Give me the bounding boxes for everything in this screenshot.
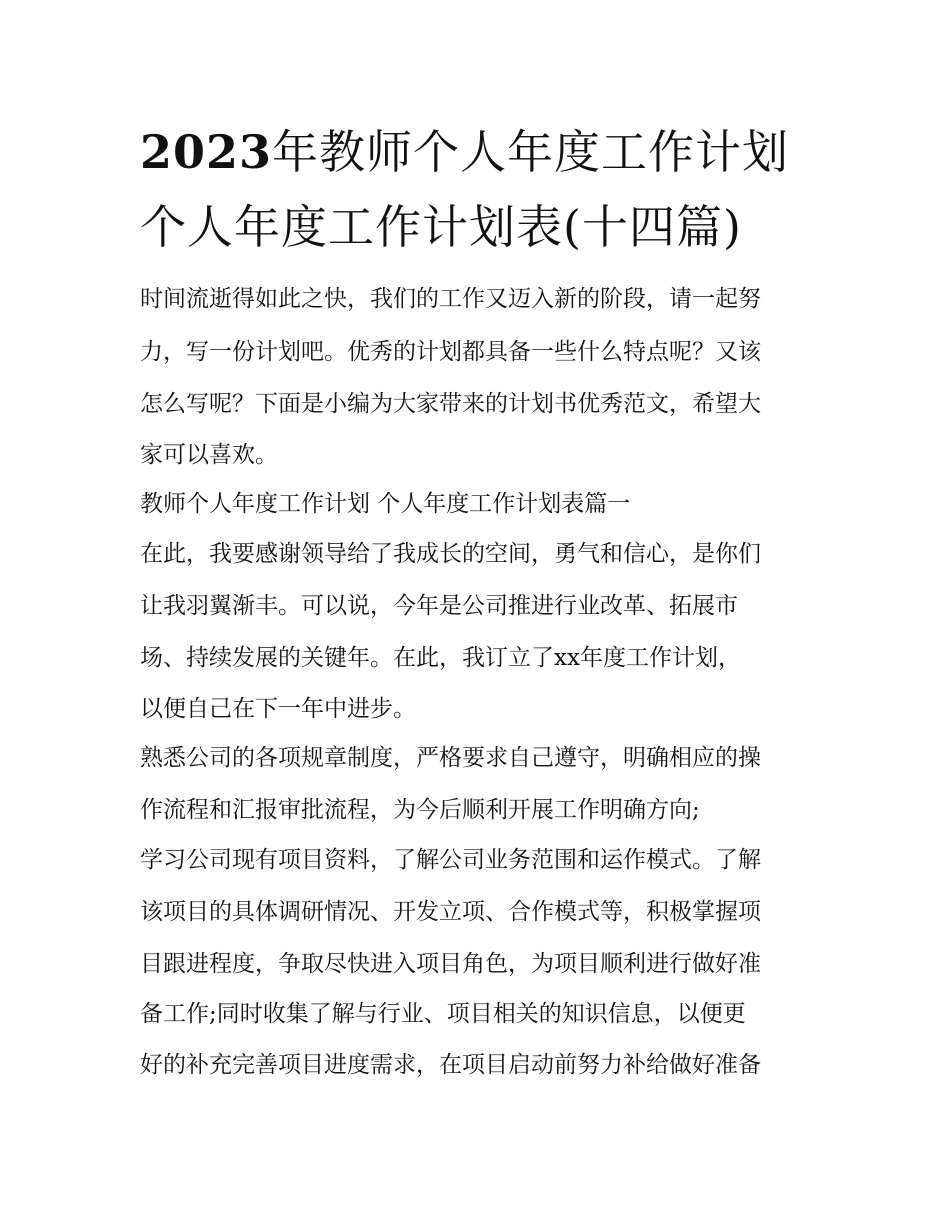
body-line: 作流程和汇报审批流程，为今后顺利开展工作明确方向; [140,797,700,823]
body-line: 学习公司现有项目资料，了解公司业务范围和运作模式。了解 [140,847,761,873]
body-line: 时间流逝得如此之快，我们的工作又迈入新的阶段，请一起努 [140,286,761,312]
title-year: 2023 [140,125,273,179]
body-line: 怎么写呢？下面是小编为大家带来的计划书优秀范文，希望大 [140,391,761,417]
body-line: 该项目的具体调研情况、开发立项、合作模式等，积极掌握项 [140,899,761,925]
body-line: 力，写一份计划吧。优秀的计划都具备一些什么特点呢？又该 [140,339,761,365]
body-line: 熟悉公司的各项规章制度，严格要求自己遵守，明确相应的操 [140,745,761,771]
body-line: 目跟进程度，争取尽快进入项目角色，为项目顺利进行做好准 [140,951,761,977]
body-line: 家可以喜欢。 [140,442,278,468]
document-title-line-2: 个人年度工作计划表(十四篇) [140,200,742,254]
body-line: 备工作;同时收集了解与行业、项目相关的知识信息，以便更 [140,1001,746,1027]
body-line: 好的补充完善项目进度需求，在项目启动前努力补给做好准备 [140,1052,761,1078]
title-text: 年教师个人年度工作计划 [272,125,790,179]
body-line: 在此，我要感谢领导给了我成长的空间，勇气和信心，是你们 [140,541,761,567]
body-line: 以便自己在下一年中进步。 [140,696,416,722]
document-title-line-1 [140,113,820,191]
body-line: 让我羽翼渐丰。可以说，今年是公司推进行业改革、拓展市 [140,593,738,619]
body-line: 场、持续发展的关键年。在此，我订立了xx年度工作计划， [140,645,741,671]
section-heading: 教师个人年度工作计划 个人年度工作计划表篇一 [140,491,631,517]
